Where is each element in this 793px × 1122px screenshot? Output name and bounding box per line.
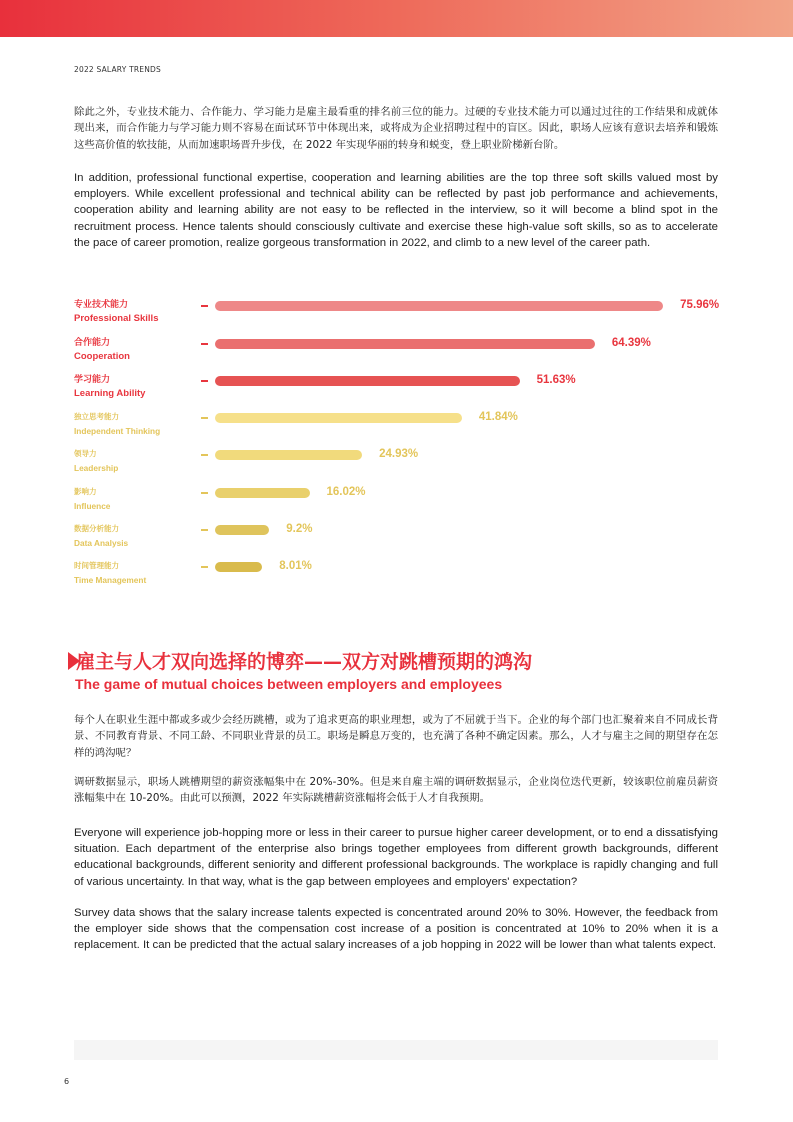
bar-label: [74, 485, 110, 513]
bar-label: [74, 447, 118, 475]
bar: [215, 339, 595, 349]
bar-label-en: Data Analysis: [74, 538, 129, 548]
bar-value-label: 75.96%: [680, 299, 720, 311]
bar-label-cn: 时间管理能力: [74, 561, 119, 570]
bar-label-cn: 影响力: [74, 487, 97, 496]
footer-band: [74, 1040, 718, 1060]
bar-value-label: 24.93%: [379, 448, 419, 460]
bar-label: [74, 559, 146, 587]
intro-paragraph-cn: 除此之外，专业技术能力、合作能力、学习能力是雇主最看重的排名前三位的能力。过硬的专业技术能力可以通过过往的工作结果和成就体现出来，而合作能力与学习能力则不容易在面试环节中体现出来，或将成为企业招聘过程中的盲区。因此，职场人应该有意识去培养和锻炼这些高价值的软技能，从而加速职场晋升步伐，在 2022 年实现华丽的转身和蜕变，登上职业阶梯新台阶。: [74, 106, 718, 151]
tick-mark: [201, 492, 208, 494]
chart-row: [0, 559, 793, 593]
chart-row: [0, 336, 793, 370]
bar: [215, 376, 520, 386]
tick-mark: [201, 305, 208, 307]
bar: [215, 413, 462, 423]
bar-label: [74, 410, 160, 438]
section-paragraph-2-cn: 调研数据显示，职场人跳槽期望的薪资涨幅集中在 20%-30%。但是来自雇主端的调研数据显示，企业岗位迭代更新，较该职位前雇员薪资涨幅集中在 10-20%。由此可以预测，2022 年实际跳槽薪资涨幅将会低于人才自我预期。: [74, 776, 718, 805]
chart-row: [0, 373, 793, 407]
bar-label-cn: 专业技术能力: [74, 300, 129, 310]
section-paragraph-2-en: Survey data shows that the salary increase talents expected is concentrated around 20% to 30%. However, the feedback from the employer side shows that the compensation cost increase of a position is concentrated at 10% to 20% when it is a replacement. It can be predicted that the actual salary increases of a job hopping in 2022 will be lower than what talents expect.: [74, 907, 718, 952]
bar: [215, 450, 362, 460]
bar-label-cn: 领导力: [74, 449, 97, 458]
page-number: 6: [64, 1077, 70, 1086]
bar: [215, 562, 262, 572]
bar-label-en: Professional Skills: [74, 313, 159, 324]
chart-row: [0, 410, 793, 444]
bar-value-label: 16.02%: [326, 486, 366, 498]
bar-value-label: 51.63%: [536, 374, 576, 386]
bar-label-en: Time Management: [74, 575, 147, 585]
chart-row: [0, 522, 793, 556]
bar-label-en: Influence: [74, 501, 111, 511]
section-title-cn: 雇主与人才双向选择的博弈——双方对跳槽预期的鸿沟: [76, 651, 533, 673]
bar: [215, 301, 663, 311]
bar-value-label: 9.2%: [286, 523, 313, 535]
bar: [215, 488, 310, 498]
bar-label: [74, 373, 145, 401]
tick-mark: [201, 454, 208, 456]
tick-mark: [201, 566, 208, 568]
bar-label: [74, 298, 158, 326]
bar-value-label: 64.39%: [611, 337, 651, 349]
bar: [215, 525, 269, 535]
tick-mark: [201, 380, 208, 382]
bar-label: [74, 522, 128, 550]
section-title-en: The game of mutual choices between employers and employees: [75, 676, 503, 692]
bar-label-cn: 合作能力: [74, 338, 111, 348]
bar-label-cn: 学习能力: [74, 375, 111, 385]
tick-mark: [201, 529, 208, 531]
bar-label-cn: 数据分析能力: [74, 524, 119, 533]
tick-mark: [201, 417, 208, 419]
bar-label-en: Leadership: [74, 463, 119, 473]
tick-mark: [201, 343, 208, 345]
bar-label-en: Learning Ability: [74, 388, 146, 399]
section-paragraph-1-cn: 每个人在职业生涯中都或多或少会经历跳槽，或为了追求更高的职业理想，或为了不屈就于当下。企业的每个部门也汇聚着来自不同成长背景、不同教育背景、不同工龄、不同职业背景的员工。职场是瞬息万变的，也充满了各种不确定因素。那么，人才与雇主之间的期望存在怎样的鸿沟呢？: [74, 714, 718, 759]
bar-value-label: 41.84%: [478, 411, 518, 423]
chart-row: [0, 485, 793, 519]
running-title: 2022 SALARY TRENDS: [74, 65, 161, 74]
bar-value-label: 8.01%: [279, 560, 312, 572]
bar-label-en: Cooperation: [74, 351, 130, 362]
chart-row: [0, 298, 793, 332]
bar-label: [74, 336, 130, 364]
bar-label-en: Independent Thinking: [74, 426, 161, 436]
section-paragraph-1-en: Everyone will experience job-hopping more or less in their career to pursue higher career development, or to end a dissatisfying situation. Each department of the enterprise also brings together employees from different growth backgrounds, different educational backgrounds, different seniority and different professional backgrounds. The workplace is rapidly changing and full of various uncertainty. In that way, what is the gap between employees and employers' expectation?: [74, 827, 718, 888]
intro-paragraph-en: In addition, professional functional expertise, cooperation and learning abilities are the top three soft skills valued most by employers. While excellent professional and technical ability can be reflected by past job performance and achievements, cooperation ability and learning ability are not easy to be reflected in the interview, so it will become a blind spot in the recruitment process. Hence talents should consciously cultivate and exercise these high-value soft skills, so as to accelerate the pace of career promotion, realize gorgeous transformation in 2022, and climb to a new level of the career path.: [74, 172, 718, 249]
bar-label-cn: 独立思考能力: [74, 412, 119, 421]
chart-row: [0, 447, 793, 481]
